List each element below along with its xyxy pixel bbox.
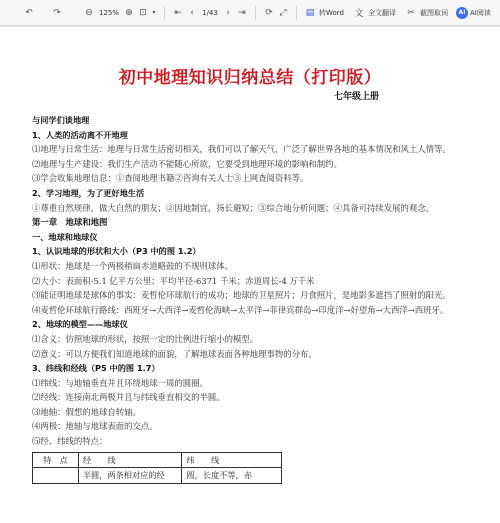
section-heading: 与同学们谈地理 bbox=[32, 115, 90, 125]
fit-page-button[interactable] bbox=[136, 4, 150, 22]
document-title: 初中地理知识归纳总结（打印版） bbox=[118, 68, 382, 88]
table-row bbox=[33, 468, 282, 484]
pdf-toolbar bbox=[0, 0, 500, 26]
paragraph: ⑴地理与日常生活：地理与日常生活密切相关，我们可以了解天气，广泛了解世界各地的基本情况和风土人情等。 bbox=[32, 144, 451, 155]
table-cell bbox=[33, 468, 79, 484]
chevron-left-icon: ‹ bbox=[190, 7, 194, 18]
translate-label: 全文翻译 bbox=[368, 8, 396, 17]
convert-word-button[interactable] bbox=[303, 4, 344, 22]
screenshot-icon: ✂ bbox=[407, 7, 415, 18]
table-row bbox=[33, 452, 282, 468]
rotate-button[interactable] bbox=[262, 4, 276, 22]
paragraph: ⑶能证明地球是球体的事实：麦哲伦环球航行的成功；地球的卫星照片；月食照片，是地影多遮挡了照射的阳光。 bbox=[32, 290, 451, 301]
fit-page-icon: ⊡ bbox=[139, 7, 147, 18]
chapter-heading: 第一章 地球和地图 bbox=[32, 217, 108, 228]
paragraph: ⑵意义：可以方便我们知道地球的面貌，了解地球表面各种地理事物的分布。 bbox=[32, 348, 317, 359]
chevron-down-icon[interactable]: ▾ bbox=[152, 9, 156, 16]
divider bbox=[164, 6, 165, 20]
paragraph: ⑴纬线：与地轴垂直并且环绕地球一周的圆圈。 bbox=[32, 377, 208, 388]
translate-icon: 文 bbox=[354, 9, 364, 19]
expand-icon: ⤢ bbox=[279, 7, 287, 18]
rotate-icon: ⟳ bbox=[265, 7, 273, 18]
last-page-button[interactable] bbox=[235, 4, 249, 22]
table-cell: 特 点 bbox=[33, 452, 79, 468]
ai-icon: AI bbox=[456, 7, 468, 19]
paragraph: ⑵大小：表面积-5.1 亿平方公里；平均半径-6371 千米；赤道周长-4 万千米 bbox=[32, 275, 315, 286]
undo-icon: ↶ bbox=[25, 7, 33, 18]
section-heading: 3、纬线和经线（P5 中的图 1.7） bbox=[32, 363, 160, 374]
section-heading: 1、人类的活动离不开地理 bbox=[32, 129, 128, 140]
prev-page-button[interactable] bbox=[185, 4, 199, 22]
paragraph: ⑶地轴：假想的地球自转轴。 bbox=[32, 406, 141, 417]
ai-read-button[interactable] bbox=[456, 4, 491, 22]
zoom-in-button[interactable] bbox=[122, 4, 136, 22]
section-heading: 一、地球和地球仪 bbox=[32, 231, 98, 242]
zoom-in-icon: ⊕ bbox=[125, 7, 133, 18]
convert-word-label: 转Word bbox=[319, 8, 344, 17]
section-heading: 2、学习地理，为了更好地生活 bbox=[32, 187, 145, 198]
table-cell: 经 线 bbox=[78, 452, 182, 468]
table-cell: 纬 线 bbox=[182, 452, 282, 468]
first-page-icon: ⇤ bbox=[174, 7, 182, 18]
paragraph: ⑵经线：连接南北两极并且与纬线垂直相交的半圆。 bbox=[32, 392, 225, 403]
divider bbox=[255, 6, 256, 20]
document-page bbox=[0, 27, 500, 523]
paragraph: ⑸经、纬线的特点： bbox=[32, 436, 108, 447]
paragraph: ⑵地理与生产建设：我们生产活动不能随心所欲，它要受到地理环境的影响和制约。 bbox=[32, 158, 342, 169]
screenshot-word-button[interactable] bbox=[404, 4, 448, 22]
redo-icon: ↷ bbox=[53, 7, 61, 18]
expand-button[interactable] bbox=[276, 4, 290, 22]
page-indicator[interactable]: 1/43 bbox=[202, 8, 218, 17]
undo-button[interactable] bbox=[22, 4, 36, 22]
paragraph: ①尊重自然规律，做大自然的朋友；②因地制宜，扬长避短；③综合地分析问题；④具备可持续发展的观念。 bbox=[32, 202, 434, 213]
next-page-button[interactable] bbox=[221, 4, 235, 22]
paragraph: ⑴含义：仿照地球的形状，按照一定的比例进行缩小的模型。 bbox=[32, 333, 259, 344]
paragraph: ⑶学会收集地理信息：①查阅地理书籍②咨询有关人士③上网查阅资料等。 bbox=[32, 173, 309, 184]
section-heading: 2、地球的模型——地球仪 bbox=[32, 319, 128, 330]
last-page-icon: ⇥ bbox=[238, 7, 246, 18]
paragraph: ⑷麦哲伦环球航行路线：西班牙→大西洋→麦哲伦海峡→太平洋→菲律宾群岛→印度洋→好望角→大西洋→西班牙。 bbox=[32, 304, 449, 315]
document-body bbox=[32, 113, 472, 484]
paragraph: ⑷两极：地轴与地球表面的交点。 bbox=[32, 421, 158, 432]
word-icon: ▤ bbox=[305, 7, 315, 18]
divider bbox=[296, 6, 297, 20]
document-subtitle: 七年级上册 bbox=[334, 92, 380, 102]
table-cell: 圆，长度不等，赤 bbox=[182, 468, 282, 484]
screenshot-label: 截图取词 bbox=[420, 8, 448, 17]
translate-button[interactable] bbox=[352, 4, 396, 22]
paragraph: ⑴形状：地球是一个两极稍扁赤道略鼓的不规则球体。 bbox=[32, 260, 233, 271]
redo-button[interactable] bbox=[50, 4, 64, 22]
zoom-out-button[interactable] bbox=[82, 4, 96, 22]
comparison-table bbox=[32, 452, 282, 484]
zoom-out-icon: ⊖ bbox=[85, 7, 93, 18]
table-cell: 半圆，两条相对应的经 bbox=[78, 468, 182, 484]
ai-read-label: AI阅读 bbox=[470, 8, 491, 17]
section-heading: 1、认识地球的形状和大小（P3 中的图 1.2） bbox=[32, 246, 201, 257]
chevron-right-icon: › bbox=[226, 7, 230, 18]
first-page-button[interactable] bbox=[171, 4, 185, 22]
zoom-level[interactable]: 125% bbox=[98, 8, 119, 17]
